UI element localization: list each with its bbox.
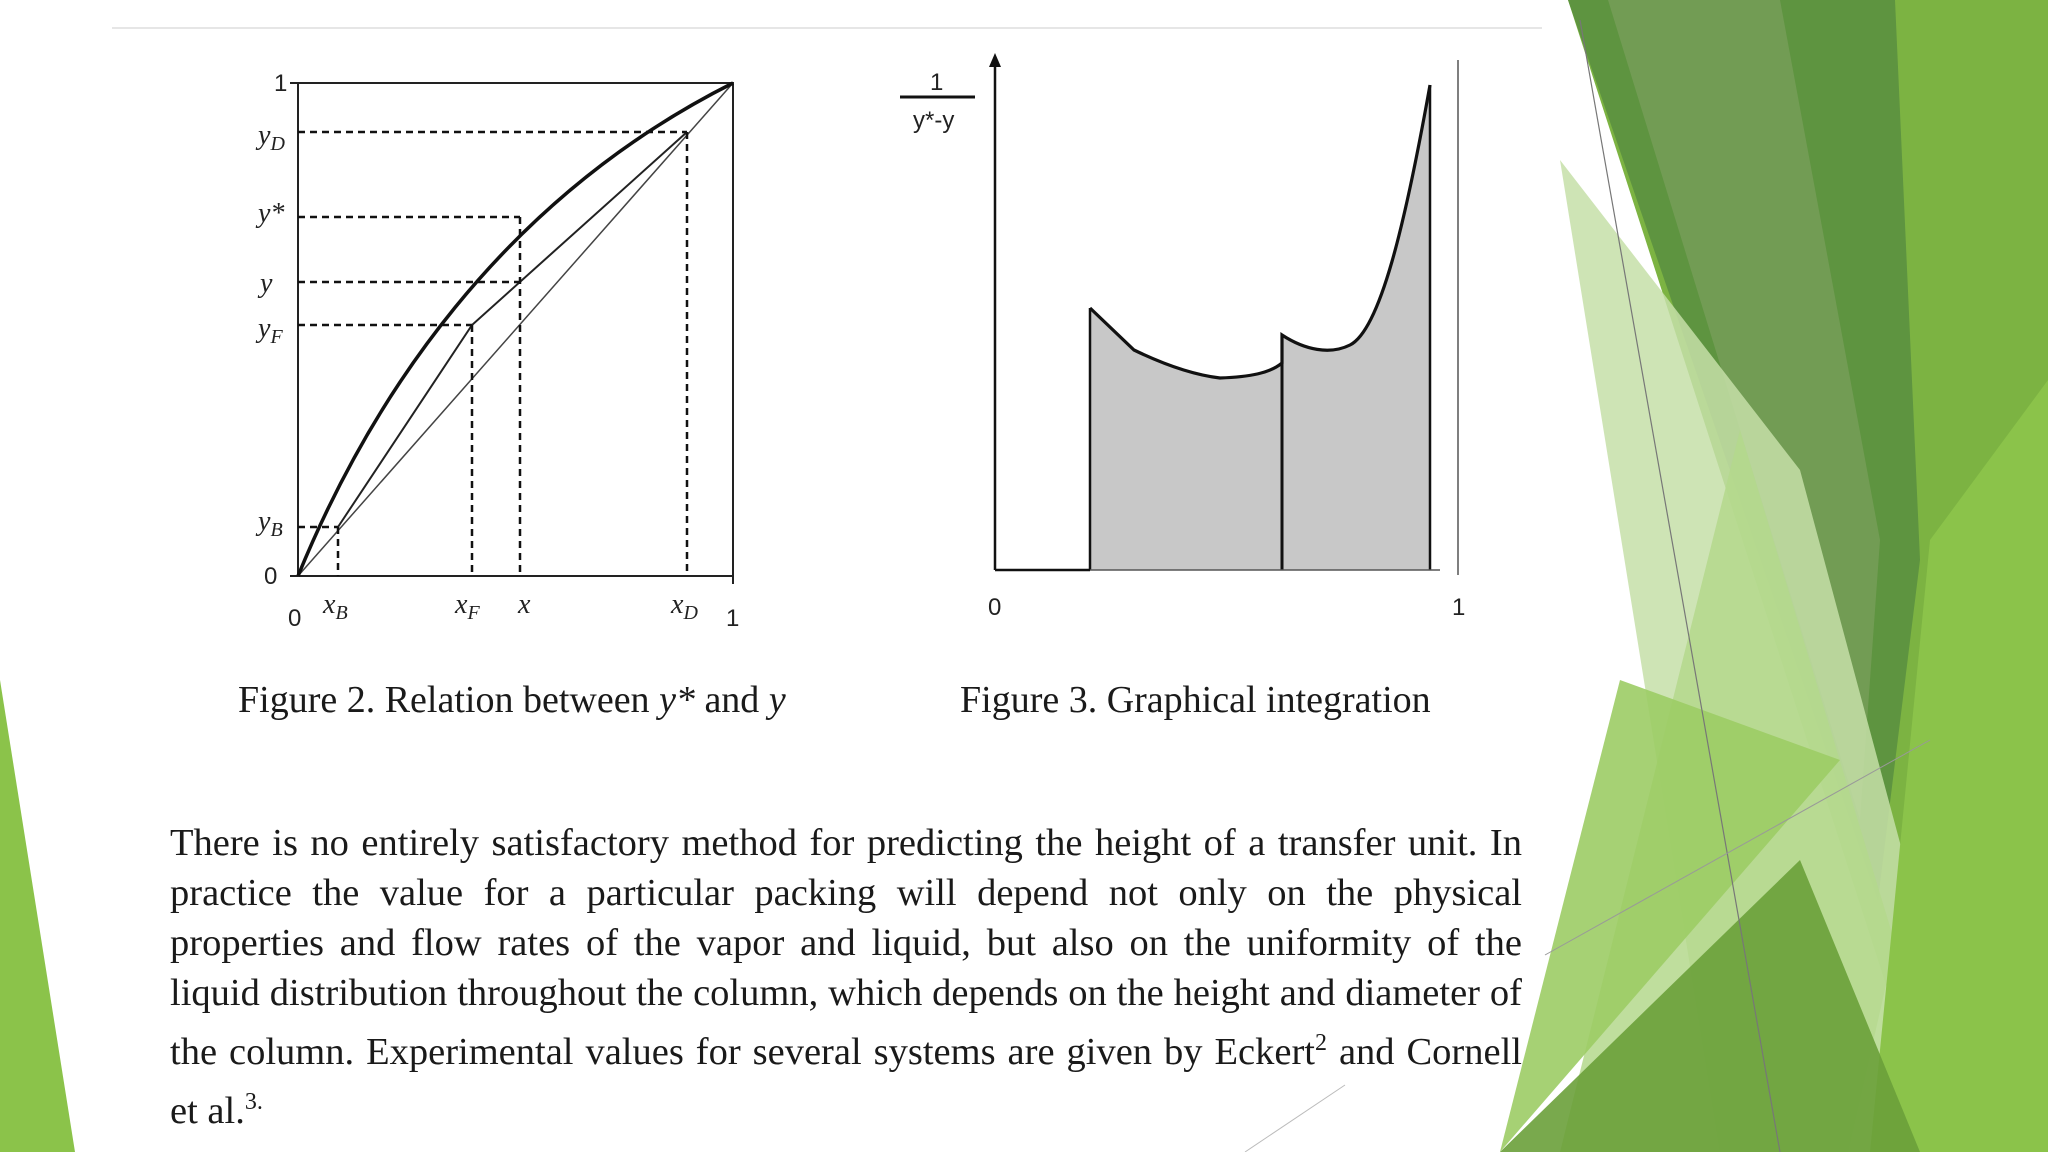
fig2-xF-label: $x_F$	[455, 589, 480, 624]
fig3-y-axis-denominator: y*-y	[913, 107, 955, 134]
fig3-x-left-label: 0	[988, 594, 1002, 621]
fig2-y-top-label: 1	[274, 70, 288, 97]
figure-2-plot	[250, 60, 770, 640]
fig2-x-right-label: 1	[726, 605, 740, 632]
fig2-xB-label: $x_B$	[323, 589, 348, 624]
fig3-x-right-label: 1	[1452, 594, 1466, 621]
fig2-yD-label: $y_D$	[258, 120, 285, 155]
fig3-y-axis-numerator: 1	[930, 69, 944, 96]
fig2-ystar-label: y*	[258, 198, 285, 229]
body-paragraph: There is no entirely satisfactory method for predicting the height of a transfer unit. In practice the value for a particular packing will depend not only on the physical properties and flow rates of the vapor and liquid, but also on the uniformity of the liquid distribution throughout the column, which depends on the height and diameter of the column. Experimental values for several systems are given by Eckert$^2$ and Cornell et al.$^{3.}$	[170, 822, 1522, 1132]
figure-2-caption: Figure 2. Relation between y* and y	[238, 679, 786, 721]
fig2-y-label: y	[260, 268, 273, 299]
fig2-xD-label: $x_D$	[671, 589, 698, 624]
fig2-x-label: x	[518, 589, 531, 620]
figure-3-plot	[880, 45, 1480, 635]
fig2-yF-label: $y_F$	[258, 313, 283, 348]
fig2-yB-label: $y_B$	[258, 506, 283, 541]
figure-3-caption: Figure 3. Graphical integration	[960, 679, 1431, 721]
fig2-y-bottom-label: 0	[264, 563, 278, 590]
fig2-x-left-label: 0	[288, 605, 302, 632]
